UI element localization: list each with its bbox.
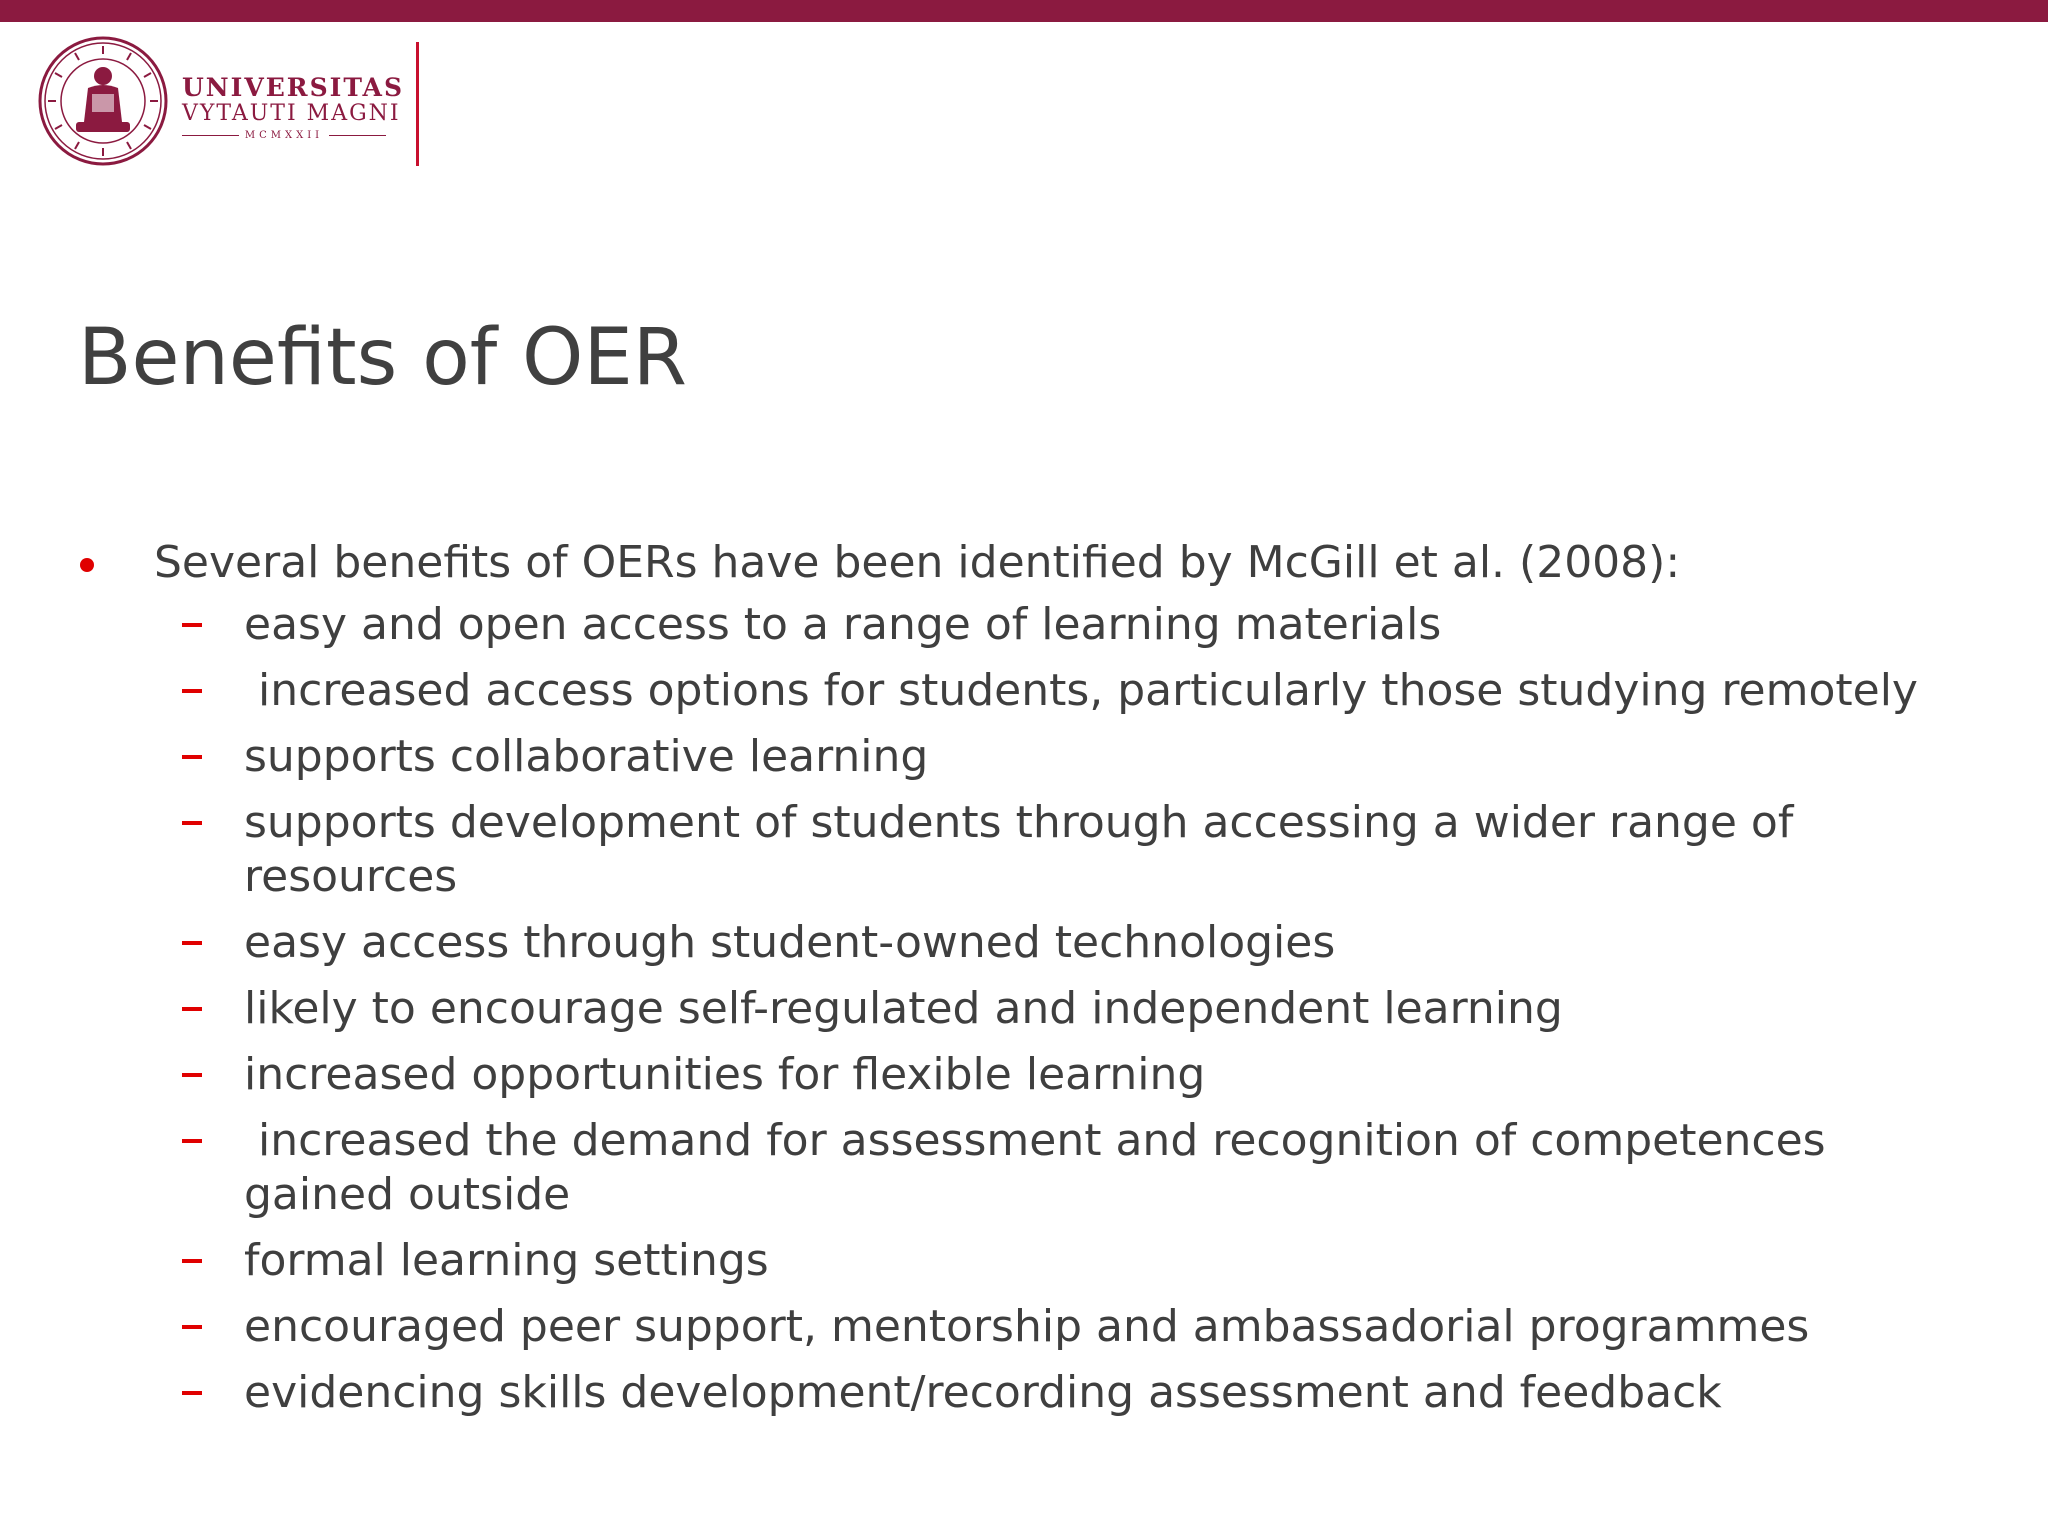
dash-bullet-icon xyxy=(182,689,202,693)
list-item-text: supports development of students through accessing a wider range of resources xyxy=(244,797,1794,902)
dash-bullet-icon xyxy=(182,1325,202,1329)
founding-rule-left xyxy=(182,135,239,136)
university-seal-icon xyxy=(38,36,168,166)
list-item xyxy=(78,1234,1964,1288)
list-item-text: supports collaborative learning xyxy=(244,731,929,782)
founding-rule-right xyxy=(329,135,386,136)
intro-bullet xyxy=(78,536,1978,598)
university-founding-row xyxy=(182,130,386,141)
dash-bullet-icon xyxy=(182,755,202,759)
dash-bullet-icon xyxy=(182,821,202,825)
list-item-text: easy access through student-owned technologies xyxy=(244,917,1336,968)
university-logo xyxy=(38,36,428,172)
university-founding-year: MCMXXII xyxy=(244,130,324,141)
dash-bullet-icon xyxy=(182,1391,202,1395)
dash-bullet-icon xyxy=(182,941,202,945)
list-item xyxy=(78,982,1964,1036)
list-item xyxy=(78,1048,1964,1102)
slide-content xyxy=(78,536,1978,1432)
header-divider xyxy=(416,42,419,166)
dash-bullet-icon xyxy=(182,1139,202,1143)
bullet-dot-icon xyxy=(80,558,94,572)
university-name-line1: UNIVERSITAS xyxy=(182,73,405,102)
university-wordmark xyxy=(182,74,428,141)
slide-title: Benefits of OER xyxy=(78,313,687,403)
list-item-text: evidencing skills development/recording assessment and feedback xyxy=(244,1367,1722,1418)
list-item xyxy=(78,664,1964,718)
list-item-text: likely to encourage self-regulated and independent learning xyxy=(244,983,1563,1034)
list-item-text: increased access options for students, particularly those studying remotely xyxy=(244,665,1918,716)
list-item xyxy=(78,1300,1964,1354)
university-name-line2: VYTAUTI MAGNI xyxy=(182,101,401,126)
list-item xyxy=(78,730,1964,784)
list-item xyxy=(78,1114,1964,1222)
dash-bullet-icon xyxy=(182,1073,202,1077)
dash-bullet-icon xyxy=(182,623,202,627)
list-item-text: increased opportunities for flexible learning xyxy=(244,1049,1206,1100)
list-item-text: easy and open access to a range of learning materials xyxy=(244,599,1442,650)
intro-bullet-text: Several benefits of OERs have been identified by McGill et al. (2008): xyxy=(154,537,1681,588)
list-item xyxy=(78,796,1964,904)
list-item xyxy=(78,598,1964,652)
benefits-list xyxy=(78,598,1978,1420)
list-item xyxy=(78,1366,1964,1420)
list-item-text: formal learning settings xyxy=(244,1235,769,1286)
top-accent-bar xyxy=(0,0,2048,22)
list-item xyxy=(78,916,1964,970)
dash-bullet-icon xyxy=(182,1259,202,1263)
list-item-text: encouraged peer support, mentorship and ambassadorial programmes xyxy=(244,1301,1810,1352)
list-item-text: increased the demand for assessment and recognition of competences gained outside xyxy=(244,1115,1840,1220)
dash-bullet-icon xyxy=(182,1007,202,1011)
